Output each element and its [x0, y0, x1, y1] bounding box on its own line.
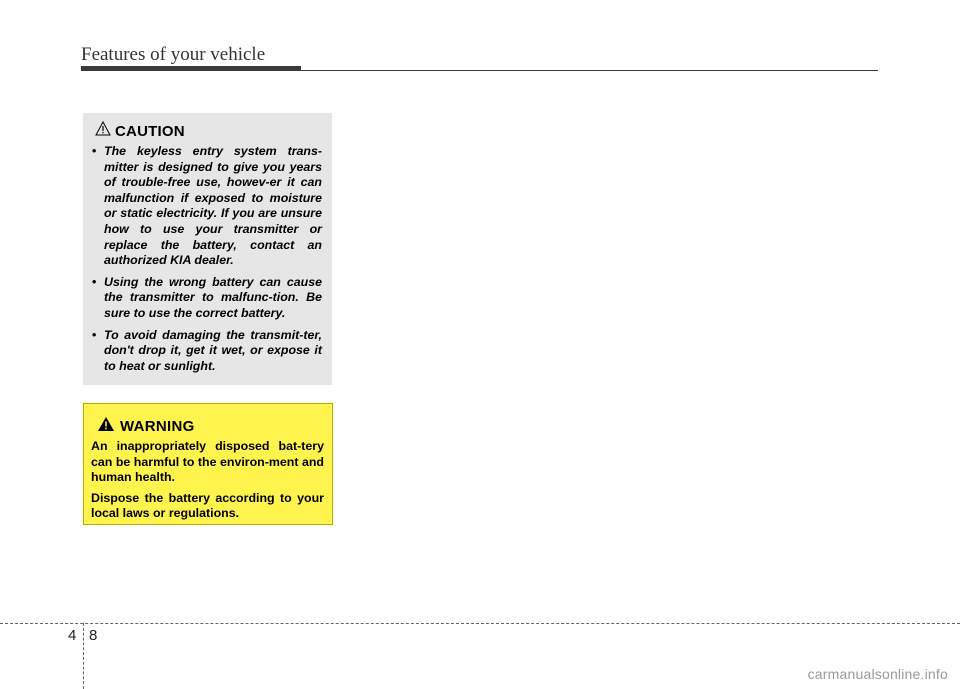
caution-list	[90, 144, 322, 374]
page-chapter-number: 4	[68, 627, 77, 644]
warning-paragraph: An inappropriately disposed bat-tery can be harmful to the environ-ment and human health.	[91, 439, 324, 485]
header-rule-thin	[300, 70, 878, 71]
warning-title: WARNING	[120, 418, 195, 435]
caution-item	[90, 275, 322, 322]
bullet-icon: •	[92, 327, 97, 342]
caution-item	[90, 144, 322, 269]
caution-item-text: To avoid damaging the transmit-ter, don't drop it, get it wet, or expose it to heat or sunlight.	[104, 327, 322, 373]
footer-rule	[0, 623, 960, 624]
page-header-title: Features of your vehicle	[81, 44, 266, 65]
header-rule-thick	[81, 66, 301, 71]
bullet-icon: •	[92, 274, 97, 289]
caution-box	[83, 113, 332, 385]
warning-triangle-outline-icon	[95, 121, 111, 141]
caution-item	[90, 328, 322, 375]
watermark-text: carmanualsonline.info	[807, 666, 948, 682]
warning-triangle-filled-icon	[97, 416, 115, 437]
caution-header	[95, 121, 322, 141]
bullet-icon: •	[92, 144, 97, 158]
footer-divider	[83, 623, 84, 689]
caution-item-text: The keyless entry system trans-mitter is designed to give you years of trouble-free use, howev-er it can malfunction if exposed to moisture or static electricity. If you are unsure how to use your transmitter or replace the battery, contact an authorized KIA dealer.	[104, 144, 322, 268]
page-number: 8	[89, 627, 98, 644]
warning-paragraph: Dispose the battery according to your local laws or regulations.	[91, 490, 324, 521]
warning-box	[83, 403, 333, 525]
caution-title: CAUTION	[115, 122, 185, 140]
warning-header	[97, 416, 324, 437]
caution-item-text: Using the wrong battery can cause the transmitter to malfunc-tion. Be sure to use the correct battery.	[104, 274, 322, 320]
